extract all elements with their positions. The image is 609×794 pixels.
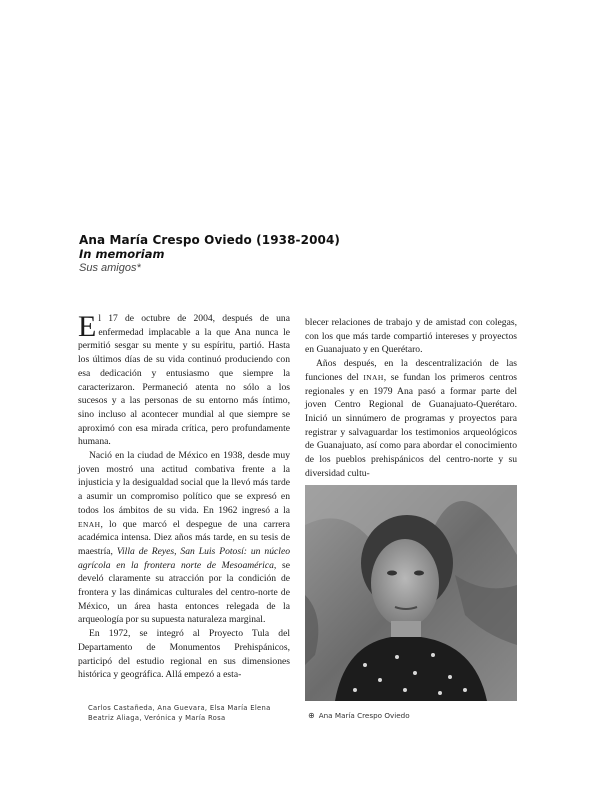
footnote-line-2: Beatriz Aliaga, Verónica y María Rosa: [88, 714, 226, 722]
paragraph-5-text-b: , se fundan los primeros centros regionales y en 1979 Ana pasó a formar parte del joven Centro Regional de Guanajuato-Querétaro. Inició un sinnúmero de programas y proyectos para registrar y salvaguardar los testimonios arqueológicos de Guanajuato, así como para abordar el conocimiento de los pueblos prehispánicos del centro-norte y su diversidad cultu-: [305, 371, 517, 479]
article-byline: Sus amigos*: [79, 262, 141, 274]
thesis-title: Villa de Reyes, San Luis Potosí: un núcleo agrícola en la frontera norte de Mesoamérica: [78, 545, 290, 571]
paragraph-5-text-a: Años después, en la descentralización de las funciones del: [305, 358, 517, 383]
article-header: [79, 233, 519, 276]
paragraph-2: [78, 449, 290, 627]
text-column-left: [78, 312, 290, 682]
acronym-inah: INAH: [363, 372, 384, 382]
article-subtitle: In memoriam: [79, 247, 165, 261]
paragraph-3: En 1972, se integró al Proyecto Tula del Departamento de Monumentos Prehispánicos, participó del estudio regional en sus dimensiones histórica y geográfica. Allá empezó a esta-: [78, 628, 290, 681]
photo-credit-footnote: [88, 703, 278, 723]
text-column-right: [305, 316, 517, 480]
portrait-photo: [305, 485, 517, 701]
paragraph-2-text-c: , se develó claramente su atracción por la condición de frontera y las dinámicas culturales del centro-norte de México, un área hasta entonces relegada de la arqueología por su supuesta naturaleza marginal.: [78, 559, 290, 626]
portrait-illustration: [305, 485, 517, 701]
footnote-line-1: Carlos Castañeda, Ana Guevara, Elsa María Elena: [88, 704, 271, 712]
photo-caption: [308, 711, 508, 721]
paragraph-2-text-a: Nació en la ciudad de México en 1938, desde muy joven mostró una actitud combativa frente a la injusticia y la desigualdad social que la llevó más tarde a asumir un compromiso político que se expresó en todos los ámbitos de su vida. En 1962 ingresó a la: [78, 450, 290, 516]
paragraph-2-text-b: , lo que marcó el despegue de una carrera académica intensa. Diez años más tarde, en su tesis de maestría,: [78, 518, 290, 557]
acronym-enah: ENAH: [78, 519, 101, 529]
paragraph-1: [78, 312, 290, 449]
article-title: Ana María Crespo Oviedo (1938-2004): [79, 233, 341, 247]
paragraph-4: blecer relaciones de trabajo y de amistad con colegas, con los que más tarde compartió intereses y proyectos en Guanajuato y en Querétaro.: [305, 317, 517, 356]
paragraph-5: [305, 357, 517, 480]
photo-caption-text: Ana María Crespo Oviedo: [318, 711, 410, 720]
drop-cap: E: [78, 310, 97, 343]
caption-marker-icon: ⊕: [308, 711, 315, 720]
paragraph-1-text: l 17 de octubre de 2004, después de una enfermedad implacable a la que Ana nunca le permitió sesgar su mente y su espíritu, partió. Hasta los últimos días de su vida continuó produciendo con esa dedicación y entusiasmo que siempre la caracterizaron. Permaneció atenta no sólo a los sucesos y a las personas de su entorno más íntimo, sino incluso al acontecer mundial al que siempre se aproximó con esa mirada crítica, pero profundamente humana.: [78, 313, 290, 448]
